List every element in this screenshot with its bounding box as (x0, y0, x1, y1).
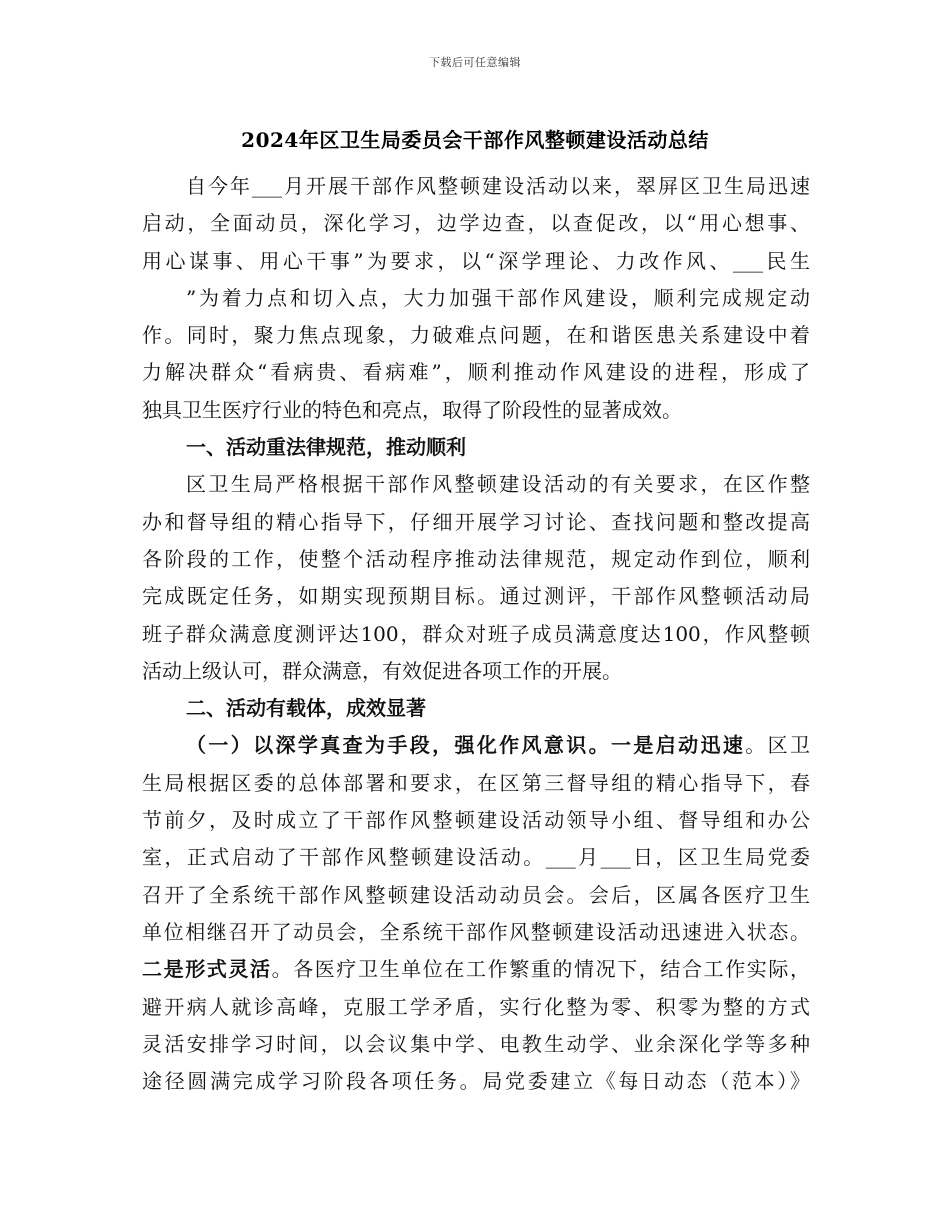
paragraph-line: 独具卫生医疗行业的特色和亮点，取得了阶段性的显著成效。 (142, 397, 682, 422)
paragraph-line: ”为着力点和切入点，大力加强干部作风建设，顺利完成规定动 (186, 285, 810, 310)
paragraph-text: 。各医疗卫生单位在工作繁重的情况下，结合工作实际， (271, 957, 810, 982)
paragraph-line: 办和督导组的精心指导下，仔细开展学习讨论、查找问题和整改提高 (142, 509, 810, 534)
paragraph-line: 作。同时，聚力焦点现象，力破难点问题，在和谐医患关系建设中着 (142, 323, 810, 348)
paragraph-text: 。区卫 (745, 733, 810, 758)
paragraph-line: 启动，全面动员，深化学习，边学边查，以查促改，以“用心想事、 (142, 211, 810, 236)
emphasis-label: 二是形式灵活 (142, 957, 272, 982)
paragraph-line: 生局根据区委的总体部署和要求，在区第三督导组的精心指导下，春 (142, 770, 810, 795)
subsection-heading: （一）以深学真查为手段，强化作风意识。一是启动迅速 (186, 733, 746, 758)
paragraph-line: 单位相继召开了动员会，全系统干部作风整顿建设活动迅速进入状态。 (142, 919, 810, 944)
section-heading: 二、活动有载体，成效显著 (186, 696, 426, 721)
paragraph-line (142, 727, 810, 764)
paragraph-line: 自今年___月开展干部作风整顿建设活动以来，翠屏区卫生局迅速 (186, 174, 810, 198)
document-body (142, 168, 810, 1100)
paragraph-line: 灵活安排学习时间，以会议集中学、电教生动学、业余深化学等多种 (142, 1031, 810, 1056)
paragraph-line: 室，正式启动了干部作风整顿建设活动。___月___日，区卫生局党委 (142, 845, 810, 870)
paragraph-line: 力解决群众“看病贵、看病难”，顺利推动作风建设的进程，形成了 (142, 360, 810, 385)
header-note: 下载后可任意编辑 (429, 56, 521, 69)
paragraph-line: 区卫生局严格根据干部作风整顿建设活动的有关要求，在区作整 (186, 472, 810, 497)
paragraph-line: 节前夕，及时成立了干部作风整顿建设活动领导小组、督导组和办公 (142, 808, 810, 833)
paragraph-line: 班子群众满意度测评达100，群众对班子成员满意度达100，作风整顿 (142, 621, 810, 646)
paragraph-line: 各阶段的工作，使整个活动程序推动法律规范，规定动作到位，顺利 (142, 546, 810, 571)
paragraph-line: 完成既定任务，如期实现预期目标。通过测评，干部作风整顿活动局 (142, 584, 810, 609)
paragraph-line: 活动上级认可，群众满意，有效促进各项工作的开展。 (142, 658, 622, 683)
paragraph-line (142, 951, 810, 988)
paragraph-line: 召开了全系统干部作风整顿建设活动动员会。会后，区属各医疗卫生 (142, 882, 810, 907)
paragraph-line: 用心谋事、用心干事”为要求，以“深学理论、力改作风、___民生 (142, 248, 810, 273)
document-title: 2024年区卫生局委员会干部作风整顿建设活动总结 (241, 128, 709, 152)
section-heading: 一、活动重法律规范，推动顺利 (186, 435, 466, 460)
paragraph-line: 避开病人就诊高峰，克服工学矛盾，实行化整为零、积零为整的方式 (142, 994, 810, 1019)
paragraph-line: 途径圆满完成学习阶段各项任务。局党委建立《每日动态（范本）》 (142, 1069, 810, 1094)
